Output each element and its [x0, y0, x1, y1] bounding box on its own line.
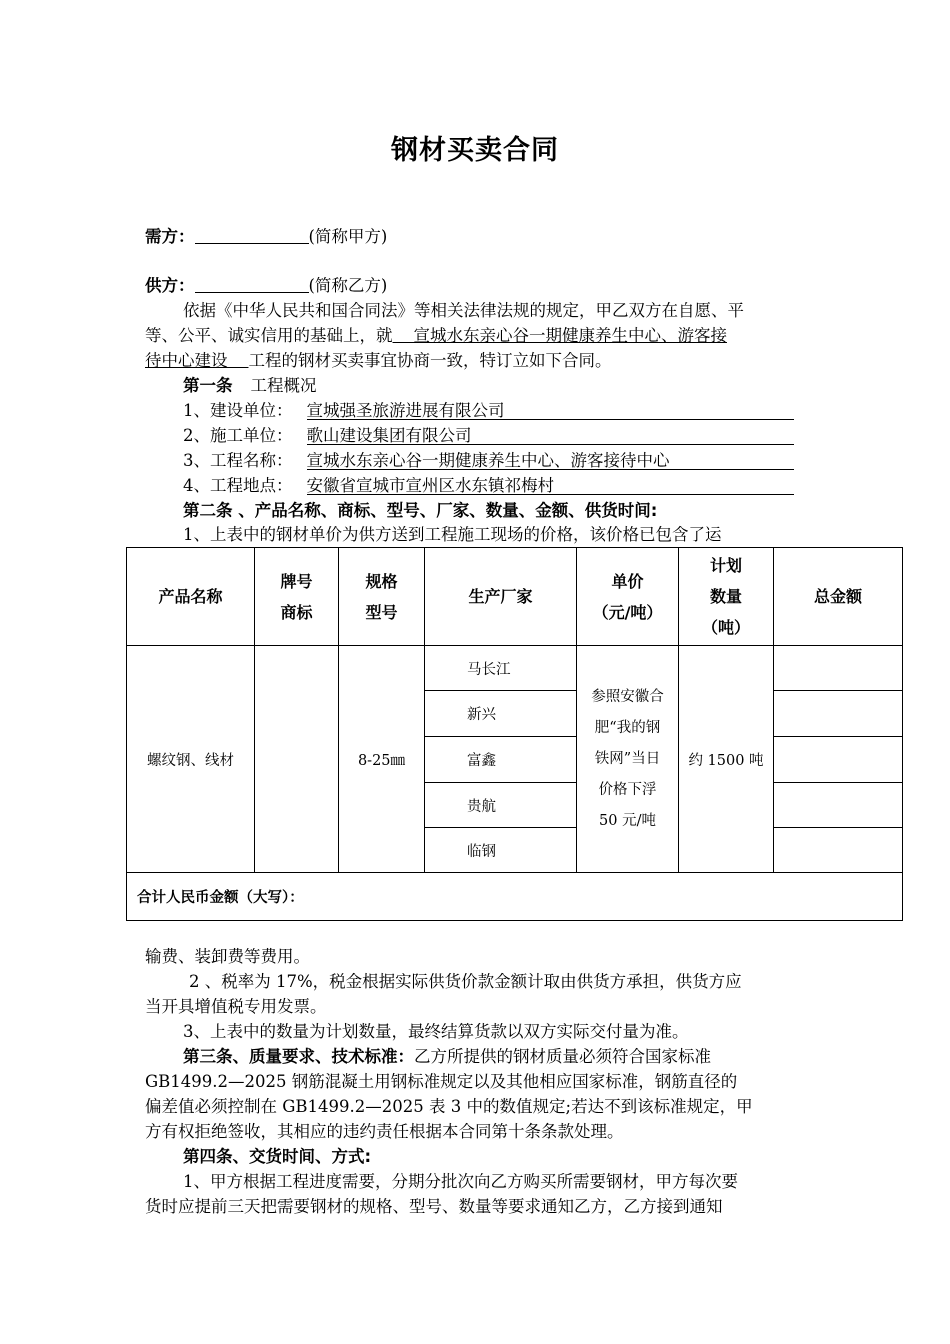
item-value: 宣城水东亲心谷一期健康养生中心、游客接待中心 — [306, 451, 670, 470]
art4-line-1: 1、甲方根据工程进度需要，分期分批次向乙方购买所需要钢材，甲方每次要 — [183, 1172, 738, 1191]
art3-line-4: 方有权拒绝签收，其相应的违约责任根据本合同第十条条款处理。 — [145, 1122, 624, 1141]
header-total: 总金额 — [774, 548, 903, 646]
header-product: 产品名称 — [127, 548, 255, 646]
buyer-line — [145, 225, 387, 249]
header-price: 单价 （元/吨） — [577, 548, 679, 646]
item-label: 4、工程地点： — [183, 476, 293, 495]
item-value: 歌山建设集团有限公司 — [306, 426, 472, 445]
item-2-underline — [307, 444, 794, 445]
cell-total[interactable] — [774, 646, 903, 691]
cell-manufacturer: 新兴 — [425, 691, 577, 737]
intro-line-2 — [145, 324, 727, 348]
intro-line-2-prefix: 等、公平、诚实信用的基础上，就 — [145, 326, 393, 345]
project-name-part1: 宣城水东亲心谷一期健康养生中心、游客接 — [392, 326, 727, 345]
item-value: 宣城强圣旅游进展有限公司 — [306, 401, 505, 420]
buyer-suffix: (简称甲方) — [308, 227, 388, 246]
art4-heading: 第四条、交货时间、方式: — [183, 1147, 372, 1166]
art2-p2-line1: 2 、税率为 17%，税金根据实际供货价款金额计取由供货方承担，供货方应 — [189, 972, 742, 991]
art1-heading: 第一条 — [183, 376, 233, 395]
intro-line-1: 依据《中华人民共和国合同法》等相关法律法规的规定，甲乙双方在自愿、平 — [183, 301, 744, 320]
cell-spec: 8-25㎜ — [339, 646, 425, 873]
intro-line-3-suffix: 工程的钢材买卖事宜协商一致，特订立如下合同。 — [248, 351, 612, 370]
item-label: 3、工程名称： — [183, 451, 293, 470]
art2-p1-start: 1、上表中的钢材单价为供方送到工程施工现场的价格，该价格已包含了运 — [183, 525, 722, 544]
item-4-underline — [307, 494, 794, 495]
item-1-underline — [307, 419, 794, 420]
cell-brand[interactable] — [255, 646, 339, 873]
seller-label: 供方： — [145, 276, 195, 295]
cell-price: 参照安徽合 肥“我的钢 铁网”当日 价格下浮 50 元/吨 — [577, 646, 679, 873]
art3-line-1 — [183, 1045, 711, 1069]
item-3-underline — [307, 469, 794, 470]
cell-total[interactable] — [774, 691, 903, 737]
item-label: 2、施工单位： — [183, 426, 293, 445]
cell-total[interactable] — [774, 828, 903, 873]
table-header-row — [127, 548, 903, 646]
art4-line-2: 货时应提前三天把需要钢材的规格、型号、数量等要求通知乙方，乙方接到通知 — [145, 1197, 723, 1216]
table-total-row — [127, 873, 903, 921]
cell-manufacturer: 贵航 — [425, 783, 577, 828]
art1-heading-line — [183, 374, 317, 398]
cell-manufacturer: 临钢 — [425, 828, 577, 873]
header-maker: 生产厂家 — [425, 548, 577, 646]
art3-line-2: GB1499.2—2025 钢筋混凝土用钢标准规定以及其他相应国家标准，钢筋直径的 — [145, 1072, 738, 1091]
art2-p2-line2: 当开具增值税专用发票。 — [145, 997, 327, 1016]
art3-heading: 第三条、质量要求、技术标准： — [183, 1047, 414, 1066]
buyer-blank[interactable] — [195, 225, 309, 244]
art2-p3: 3、上表中的数量为计划数量，最终结算货款以双方实际交付量为准。 — [183, 1022, 689, 1041]
cell-manufacturer: 富鑫 — [425, 737, 577, 783]
item-label: 1、建设单位： — [183, 401, 293, 420]
header-spec: 规格 型号 — [339, 548, 425, 646]
art3-text: 乙方所提供的钢材质量必须符合国家标准 — [414, 1047, 711, 1066]
cell-qty: 约 1500 吨 — [679, 646, 774, 873]
total-amount-label: 合计人民币金额（大写）： — [127, 873, 903, 921]
cell-total[interactable] — [774, 737, 903, 783]
buyer-label: 需方： — [145, 227, 195, 246]
table-row — [127, 646, 903, 691]
header-qty: 计划 数量 （吨） — [679, 548, 774, 646]
header-brand: 牌号 商标 — [255, 548, 339, 646]
art2-p1-end: 输费、装卸费等费用。 — [145, 947, 310, 966]
art3-line-3: 偏差值必须控制在 GB1499.2—2025 表 3 中的数值规定;若达不到该标准规定，甲 — [145, 1097, 753, 1116]
cell-total[interactable] — [774, 783, 903, 828]
project-name-part2: 待中心建设 — [145, 351, 249, 370]
contract-title: 钢材买卖合同 — [391, 135, 559, 166]
goods-table — [126, 547, 903, 921]
intro-line-3 — [145, 349, 611, 373]
seller-line — [145, 274, 387, 298]
seller-blank[interactable] — [195, 274, 309, 293]
item-value: 安徽省宣城市宣州区水东镇祁梅村 — [306, 476, 554, 495]
cell-manufacturer: 马长江 — [425, 646, 577, 691]
art1-title: 工程概况 — [250, 376, 317, 395]
seller-suffix: (简称乙方) — [308, 276, 388, 295]
cell-product: 螺纹钢、线材 — [127, 646, 255, 873]
art2-heading: 第二条 、产品名称、商标、型号、厂家、数量、金额、供货时间: — [183, 501, 658, 520]
